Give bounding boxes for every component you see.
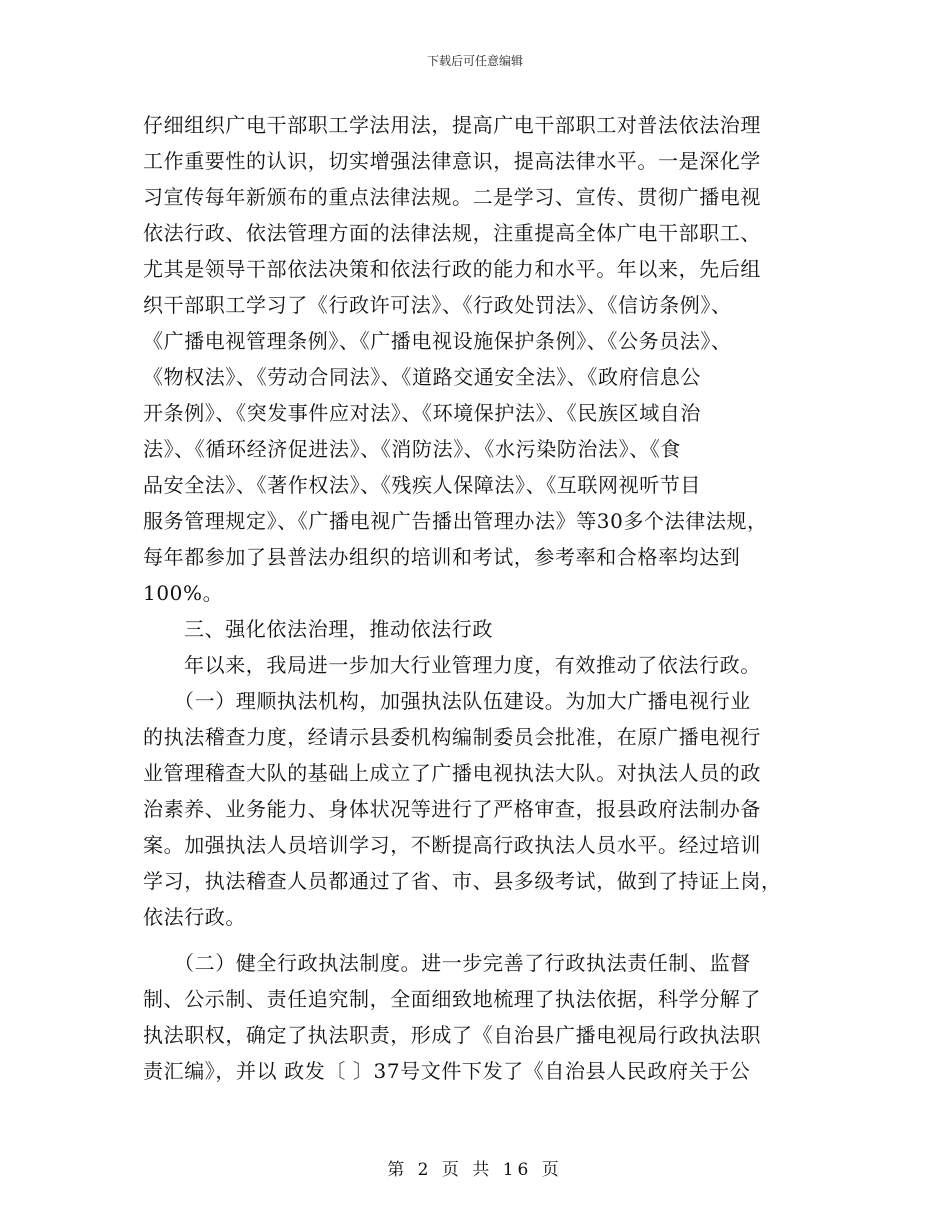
text-line: 《广播电视管理条例》、《广播电视设施保护条例》、《公务员法》、 — [143, 329, 732, 353]
text-line: 治素养、业务能力、身体状况等进行了严格审查，报县政府法制办备 — [143, 797, 761, 821]
text-line: 依法行政、依法管理方面的法律法规，注重提高全体广电干部职工、 — [143, 221, 761, 245]
text-line: 工作重要性的认识，切实增强法律意识，提高法律水平。一是深化学 — [143, 149, 761, 173]
text-line: 服务管理规定》、《广播电视广告播出管理办法》等30多个法律法规， — [143, 509, 768, 533]
text-line: 品安全法》、《著作权法》、《残疾人保障法》、《互联网视听节目 — [143, 473, 701, 497]
text-line: 《物权法》、《劳动合同法》、《道路交通安全法》、《政府信息公 — [143, 365, 701, 389]
header-note: 下载后可任意编辑 — [426, 54, 523, 68]
text-line: 的执法稽查力度，经请示县委机构编制委员会批准，在原广播电视行 — [143, 725, 761, 749]
text-line: 尤其是领导干部依法决策和依法行政的能力和水平。年以来，先后组 — [143, 257, 761, 281]
page-number-footer: 第 2 页 共 16 页 — [387, 1160, 563, 1180]
text-line: 业管理稽查大队的基础上成立了广播电视执法大队。对执法人员的政 — [143, 761, 761, 785]
text-line: 年以来，我局进一步加大行业管理力度，有效推动了依法行政。 — [184, 653, 761, 677]
text-line: 100%。 — [143, 581, 224, 605]
text-line: 依法行政。 — [143, 905, 246, 929]
text-line: 习宣传每年新颁布的重点法律法规。二是学习、宣传、贯彻广播电视 — [143, 185, 761, 209]
text-line: 仔细组织广电干部职工学法用法，提高广电干部职工对普法依法治理 — [143, 113, 761, 137]
text-line: （一）理顺执法机构，加强执法队伍建设。为加大广播电视行业 — [174, 689, 751, 713]
text-line: 案。加强执法人员培训学习，不断提高行政执法人员水平。经过培训 — [143, 833, 761, 857]
text-line: 开条例》、《突发事件应对法》、《环境保护法》、《民族区域自治 — [143, 401, 701, 425]
text-line: 织干部职工学习了《行政许可法》、《行政处罚法》、《信访条例》、 — [143, 293, 732, 317]
section-heading: 三、强化依法治理，推动依法行政 — [184, 617, 493, 641]
text-line: （二）健全行政执法制度。进一步完善了行政执法责任制、监督 — [174, 951, 751, 975]
text-line: 责汇编》，并以 政发〔 〕37号文件下发了《自治县人民政府关于公 — [143, 1059, 751, 1083]
text-line: 制、公示制、责任追究制，全面细致地梳理了执法依据，科学分解了 — [143, 987, 761, 1011]
text-line: 执法职权，确定了执法职责，形成了《自治县广播电视局行政执法职 — [143, 1023, 761, 1047]
text-line: 学习，执法稽查人员都通过了省、市、县多级考试，做到了持证上岗， — [143, 869, 782, 893]
text-line: 每年都参加了县普法办组织的培训和考试，参考率和合格率均达到 — [143, 545, 741, 569]
text-line: 法》、《循环经济促进法》、《消防法》、《水污染防治法》、《食 — [143, 437, 681, 461]
